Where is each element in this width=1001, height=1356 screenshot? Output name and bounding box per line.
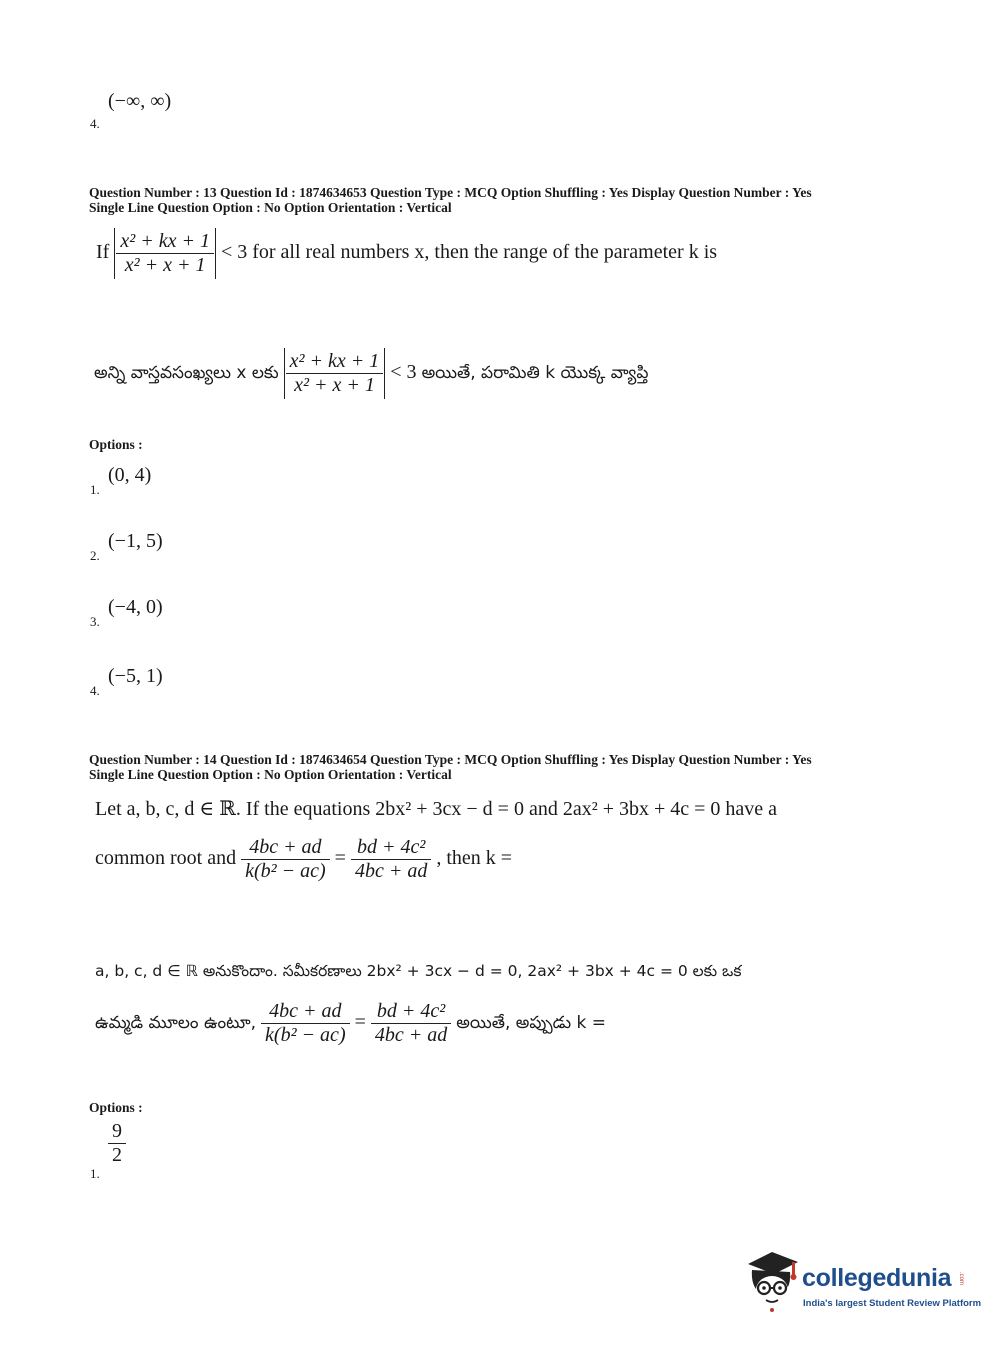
prev-option-4-number: 4.: [90, 116, 100, 131]
fraction-numerator: 4bc + ad: [269, 1000, 342, 1022]
fraction-numerator: x² + kx + 1: [289, 350, 380, 372]
fraction-denominator: 4bc + ad: [351, 859, 431, 883]
absolute-value-expression: [284, 348, 386, 399]
q13-stem-telugu: [94, 348, 648, 399]
fraction-denominator: x² + x + 1: [116, 253, 214, 277]
brand-domain: .com: [958, 1272, 964, 1286]
q14-stem-english-line2: [95, 836, 512, 883]
fraction-numerator: 9: [112, 1120, 122, 1142]
brand-name: collegedunia: [802, 1264, 952, 1292]
q14-stem-english-line1: Let a, b, c, d ∈ ℝ. If the equations 2bx² + 3cx − d = 0 and 2ax² + 3bx + 4c = 0 have a: [95, 798, 778, 820]
inequality: < 3: [220, 241, 248, 264]
inequality: < 3: [390, 361, 417, 384]
brand-tagline: India's largest Student Review Platform: [803, 1298, 982, 1309]
stem-suffix: అయితే, అప్పుడు k =: [456, 1013, 607, 1034]
fraction-right: [351, 836, 431, 883]
q14-options-label: Options :: [89, 1100, 143, 1115]
telugu-line1-text: a, b, c, d ∈ ℝ అనుకొందాం. సమీకరణాలు 2bx² + 3cx − d = 0, 2ax² + 3bx + 4c = 0 లకు ఒక: [95, 962, 742, 980]
fraction-numerator: bd + 4c²: [356, 836, 426, 858]
fraction-denominator: k(b² − ac): [241, 859, 330, 883]
stem-prefix: common root and: [95, 847, 237, 870]
absolute-value-expression: [114, 228, 216, 279]
q14-meta-line2: Single Line Question Option : No Option Orientation : Vertical: [89, 767, 452, 782]
q13-option-4-number: 4.: [90, 683, 100, 698]
q13-option-2-number: 2.: [90, 548, 100, 563]
fraction-denominator: k(b² − ac): [261, 1023, 350, 1047]
fraction-denominator: x² + x + 1: [286, 373, 384, 397]
stem-suffix: అయితే, పరామితి k యొక్క వ్యాప్తి: [421, 363, 649, 384]
q13-options-label: Options :: [89, 437, 143, 452]
q13-option-3-value: (−4, 0): [108, 596, 163, 618]
fraction-right: [371, 1000, 451, 1047]
stem-suffix: for all real numbers x, then the range of the parameter k is: [252, 241, 718, 264]
option-value: (−∞, ∞): [108, 90, 172, 112]
stem-prefix: ఉమ్మడి మూలం ఉంటూ,: [95, 1013, 257, 1034]
fraction-left: [261, 1000, 350, 1047]
q13-option-1-value: (0, 4): [108, 464, 152, 486]
equals-sign: =: [334, 847, 346, 870]
q13-meta-line2: Single Line Question Option : No Option Orientation : Vertical: [89, 200, 452, 215]
q14-stem-telugu-line2: [95, 1000, 606, 1047]
q14-stem-telugu-line1: [95, 960, 741, 984]
mascot-icon: [742, 1250, 802, 1314]
fraction: [116, 230, 214, 277]
q13-stem-english: [96, 228, 717, 279]
prev-option-4: [108, 90, 171, 113]
collegedunia-logo: [742, 1250, 982, 1320]
fraction-numerator: x² + kx + 1: [120, 230, 210, 252]
q13-meta-line1: Question Number : 13 Question Id : 1874634653 Question Type : MCQ Option Shuffling : Yes Display Question Number : Yes: [89, 185, 812, 200]
stem-prefix: అన్ని వాస్తవసంఖ్యలు x లకు: [94, 363, 279, 384]
stem-suffix: , then k =: [436, 847, 513, 870]
q13-option-1-number: 1.: [90, 482, 100, 497]
fraction-denominator: 2: [108, 1143, 126, 1167]
fraction-denominator: 4bc + ad: [371, 1023, 451, 1047]
q13-option-2-value: (−1, 5): [108, 530, 163, 552]
q13-option-3-number: 3.: [90, 614, 100, 629]
q13-option-4-value: (−5, 1): [108, 665, 163, 687]
q14-meta-line1: Question Number : 14 Question Id : 1874634654 Question Type : MCQ Option Shuffling : Yes Display Question Number : Yes: [89, 752, 812, 767]
fraction-numerator: bd + 4c²: [376, 1000, 446, 1022]
q14-option-1-number: 1.: [90, 1166, 100, 1181]
equals-sign: =: [354, 1011, 366, 1034]
fraction: [108, 1120, 126, 1167]
fraction-left: [241, 836, 330, 883]
fraction-numerator: 4bc + ad: [249, 836, 322, 858]
q14-option-1-value: [108, 1120, 126, 1167]
stem-prefix: If: [96, 241, 110, 264]
fraction: [286, 350, 384, 397]
